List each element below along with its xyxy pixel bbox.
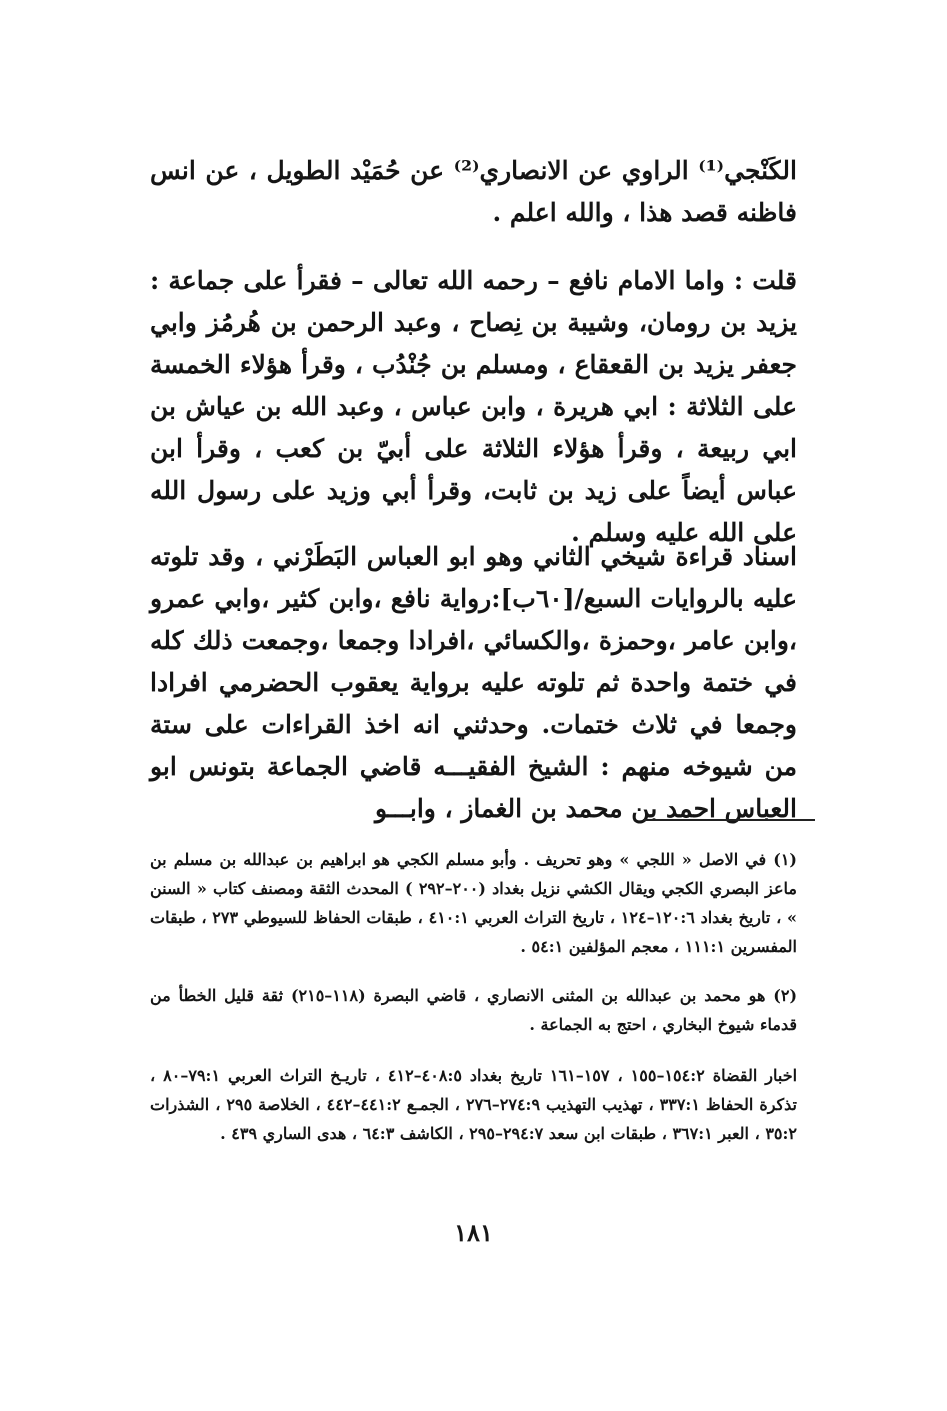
paragraph-3-text: اسناد قراءة شيخي الثاني وهو ابو العباس البَطَرْني ، وقد تلوته عليه بالروايات السبع/[٦٠ب]:رواية نافع ،وابن كثير ،وابي عمرو ،وابن عامر ،وحمزة ،والكسائي ،افرادا وجمعا ،وجمعت ذلك كله في ختمة واحدة ثم تلوته عليه برواية يعقوب الحضرمي افرادا وجمعا في ثلاث ختمات. وحدثني انه اخذ القراءات على ستة من شيوخه منهم : الشيخ الفقيـــه قاضي الجماعة بتونس ابو العباس احمد بن محمد بن الغماز ، وابـــو [150,542,798,823]
footnote-2 [150,981,797,1039]
page-number: ١٨١ [454,1218,493,1247]
footnote-3-text: اخبار القضاة ١٥٤:٢–١٥٥ ، ١٥٧–١٦١ تاريخ بغداد ٤٠٨:٥–٤١٢ ، تاريـخ التراث العربي ٧٩:١–٨٠ ، تذكرة الحفاظ ٣٣٧:١ ، تهذيب التهذيب ٢٧٤:٩–٢٧٦ ، الجمـع ٤٤١:٢–٤٤٢ ، الخلاصة ٢٩٥ ، الشذرات ٣٥:٢ ، العبر ٣٦٧:١ ، طبقات ابن سعد ٢٩٤:٧–٢٩٥ ، الكاشف ٦٤:٣ ، هدى الساري ٤٣٩ . [150,1066,798,1143]
footnote-1 [150,845,797,961]
footnote-3 [150,1061,797,1148]
paragraph-1 [150,150,797,234]
paragraph-3 [150,536,797,830]
paragraph-2 [150,260,797,554]
footnote-1-text: (١) في الاصل « اللجي » وهو تحريف . وأبو مسلم الكجي هو ابراهيم بن عبدالله بن مسلم بن ماعز البصري الكجي ويقال الكشي نزيل بغداد (٢٠٠–٢٩٢ ) المحدث الثقة ومصنف كتاب « السنن » ، تاريخ بغداد ١٢٠:٦–١٢٤ ، تاريخ التراث العربي ٤١٠:١ ، طبقات الحفاظ للسيوطي ٢٧٣ ، طبقات المفسرين ١١١:١ ، معجم المؤلفين ٥٤:١ . [150,850,797,956]
paragraph-1-text: الكَنْجي⁽¹⁾ الراوي عن الانصاري⁽²⁾ عن حُمَيْد الطويل ، عن انس فاظنه قصد هذا ، والله اعلم . [150,156,797,227]
paragraph-2-text: قلت : واما الامام نافع – رحمه الله تعالى – فقرأ على جماعة : يزيد بن رومان، وشيبة بن نِصاح ، وعبد الرحمن بن هُرمُز وابي جعفر يزيد بن القعقاع ، ومسلم بن جُنْدُب ، وقرأ هؤلاء الخمسة على الثلاثة : ابي هريرة ، وابن عباس ، وعبد الله بن عياش بن ابي ربيعة ، وقرأ هؤلاء الثلاثة على أبيّ بن كعب ، وقرأ ابن عباس أيضاً على زيد بن ثابت، وقرأ أبي وزيد على رسول الله على الله عليه وسلم . [150,266,797,547]
footnote-separator [643,819,815,821]
footnote-2-text: (٢) هو محمد بن عبدالله بن المثنى الانصاري ، قاضي البصرة (١١٨–٢١٥) ثقة قليل الخطأ من قدماء شيوخ البخاري ، احتج به الجماعة . [150,986,798,1034]
